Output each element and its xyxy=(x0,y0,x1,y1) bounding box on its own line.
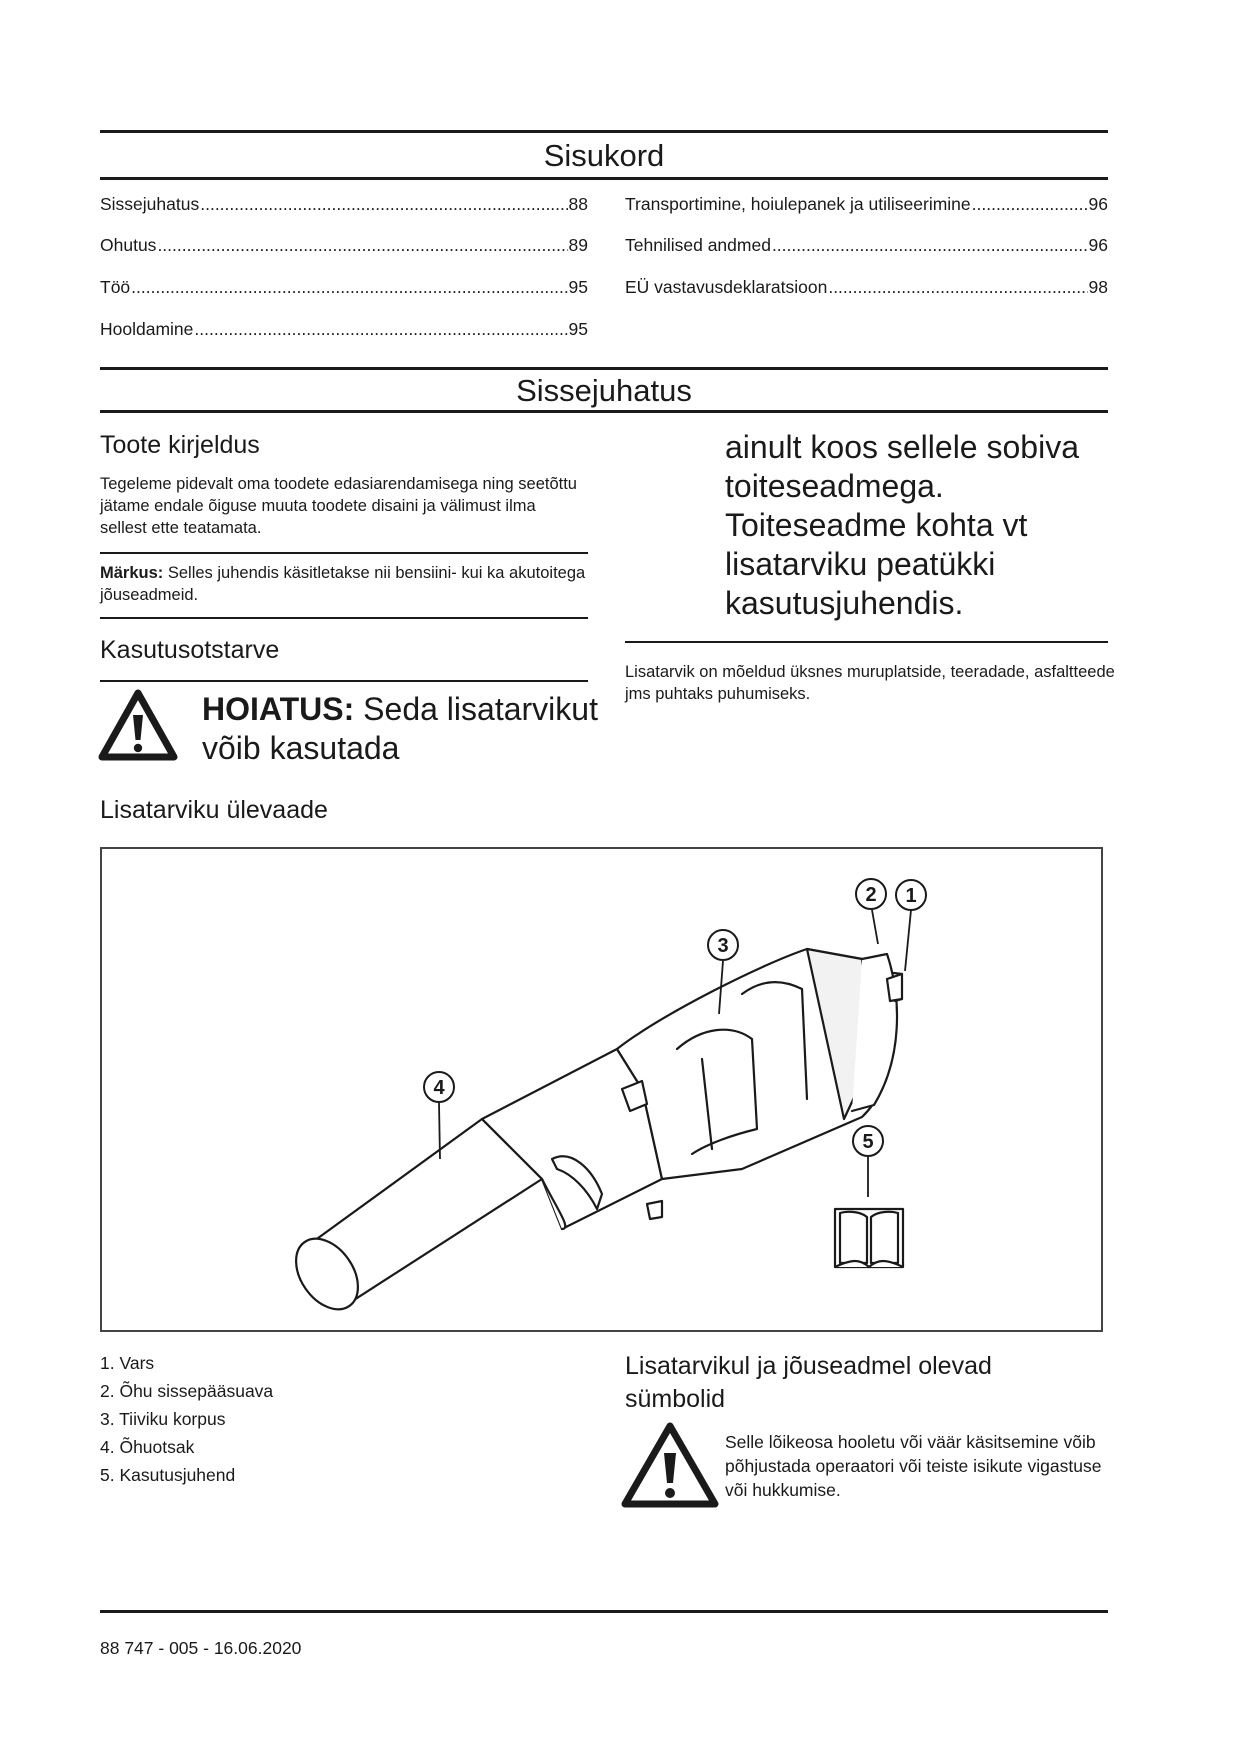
product-desc-heading: Toote kirjeldus xyxy=(100,431,260,459)
note-text: Selles juhendis käsitletakse nii bensiini- kui ka akutoitega jõuseadmeid. xyxy=(100,564,586,604)
toc-entry[interactable] xyxy=(100,276,588,298)
toc-entry[interactable] xyxy=(100,318,588,340)
list-item: 5. Kasutusjuhend xyxy=(100,1465,236,1485)
toc-entry[interactable] xyxy=(625,234,1108,256)
accessory-figure xyxy=(100,847,1103,1332)
blower-illustration xyxy=(102,849,1101,1330)
rule-toc-bottom xyxy=(100,177,1108,180)
callout-2: 2 xyxy=(865,884,877,906)
rule-intro-top xyxy=(100,367,1108,370)
intended-use-heading: Kasutusotstarve xyxy=(100,636,280,664)
overview-heading: Lisatarviku ülevaade xyxy=(100,796,328,824)
manual-book-icon xyxy=(835,1209,903,1267)
toc-entry-label: Sissejuhatus xyxy=(100,194,200,214)
list-item: 2. Õhu sissepääsuava xyxy=(100,1381,274,1401)
rule-note-top xyxy=(100,552,588,554)
document-id: 88 747 - 005 - 16.06.2020 xyxy=(100,1638,302,1658)
warning-text-continued: ainult koos sellele sobiva toiteseadmega. Toiteseadme kohta vt lisatarviku peatükki kasutusjuhendis. xyxy=(725,429,1079,621)
callout-4: 4 xyxy=(433,1077,445,1099)
warning-icon xyxy=(98,688,178,762)
toc-entry-page: 95 xyxy=(568,277,588,297)
toc-entry-label: Hooldamine xyxy=(100,319,194,339)
rule-footer xyxy=(100,1610,1108,1613)
toc-entry-label: EÜ vastavusdeklaratsioon xyxy=(625,277,828,297)
warning-label: HOIATUS: xyxy=(202,691,355,727)
rule-warning-top xyxy=(100,680,588,682)
toc-entry-page: 98 xyxy=(1088,277,1108,297)
warning-text: Seda lisatarvikut võib kasutada xyxy=(202,691,598,766)
list-item: 4. Õhuotsak xyxy=(100,1437,195,1457)
list-item: 3. Tiiviku korpus xyxy=(100,1409,226,1429)
parts-list xyxy=(100,1349,273,1489)
warning-text-start xyxy=(202,690,602,768)
toc-entry-label: Transportimine, hoiulepanek ja utiliseerimine xyxy=(625,194,971,214)
toc-entry[interactable] xyxy=(100,234,588,256)
toc-entry-page: 96 xyxy=(1088,194,1108,214)
toc-entry-page: 88 xyxy=(568,194,588,214)
toc-entry[interactable] xyxy=(625,193,1108,215)
note-label: Märkus: xyxy=(100,564,164,582)
callout-3: 3 xyxy=(717,935,729,957)
toc-entry-label: Töö xyxy=(100,277,131,297)
symbols-heading: Lisatarvikul ja jõuseadmel olevad sümbolid xyxy=(625,1352,992,1413)
symbols-warning-text: Selle lõikeosa hooletu või väär käsitsemine võib põhjustada operaatori või teiste isikute vigastuse või hukkumise. xyxy=(725,1432,1102,1500)
list-item: 1. Vars xyxy=(100,1353,155,1373)
rule-warning-bottom xyxy=(625,641,1108,643)
rule-toc-top xyxy=(100,130,1108,133)
toc-entry-label: Ohutus xyxy=(100,235,157,255)
toc-entry-page: 96 xyxy=(1088,235,1108,255)
toc-entry-label: Tehnilised andmed xyxy=(625,235,771,255)
toc-entry-page: 89 xyxy=(568,235,588,255)
intended-use-text: Lisatarvik on mõeldud üksnes muruplatside, teeradade, asfaltteede jms puhtaks puhumiseks. xyxy=(625,663,1115,703)
note xyxy=(100,562,588,606)
toc-title: Sisukord xyxy=(543,138,665,173)
toc-entry[interactable] xyxy=(625,276,1108,298)
callout-1: 1 xyxy=(905,885,917,907)
section-title: Sissejuhatus xyxy=(516,373,692,408)
product-desc-text: Tegeleme pidevalt oma toodete edasiarendamisega ning seetõttu jätame endale õiguse muuta toodete disaini ja välimust ilma sellest ette teatamata. xyxy=(100,475,577,537)
warning-icon xyxy=(620,1420,720,1510)
rule-intro-bottom xyxy=(100,410,1108,413)
toc-entry-page: 95 xyxy=(568,319,588,339)
rule-note-bottom xyxy=(100,617,588,619)
toc-entry[interactable] xyxy=(100,193,588,215)
callout-5: 5 xyxy=(862,1131,874,1153)
